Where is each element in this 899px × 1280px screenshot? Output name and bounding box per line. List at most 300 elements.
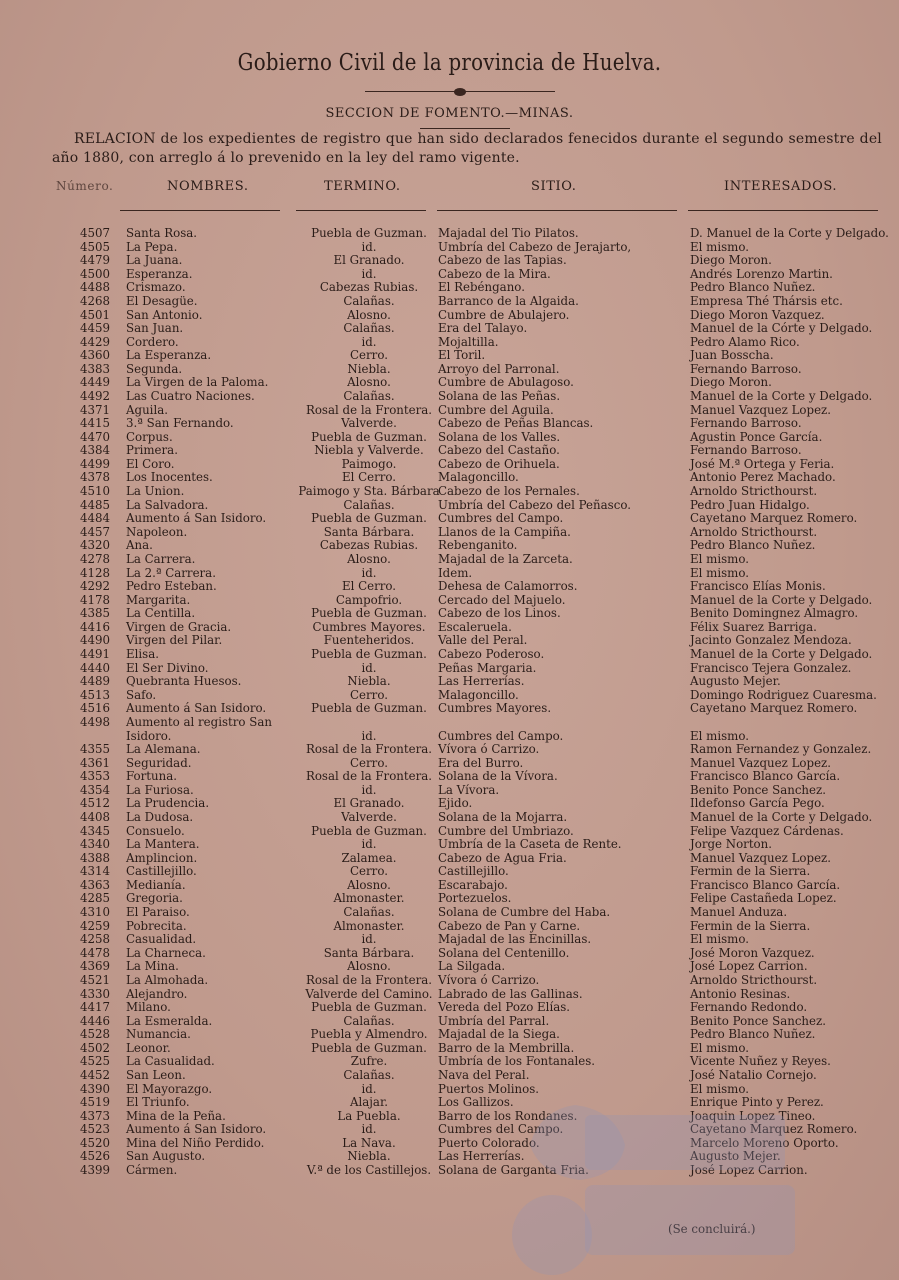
row-nombre: Leonor. [126,1040,171,1055]
row-interesado: Pedro Alamo Rico. [690,334,800,349]
row-termino: Calañas. [343,389,395,403]
table-row [0,1068,899,1082]
row-number: 4440 [79,660,110,675]
row-number: 4353 [79,769,110,784]
row-termino: Niebla. [347,674,391,689]
row-termino: Cerro. [350,755,388,770]
row-sitio: La Vívora. [438,782,500,797]
table-row [0,525,899,539]
row-nombre: El Mayorazgo. [126,1081,213,1096]
table-row [0,932,899,946]
row-sitio: Cabezo de las Tapias. [438,253,567,268]
row-sitio: Los Gallizos. [438,1095,514,1110]
table-row [0,280,899,294]
row-sitio: Castillejillo. [438,864,509,879]
table-row [0,389,899,403]
row-nombre: Primera. [126,443,178,458]
row-interesado: Manuel Vazquez Lopez. [690,755,832,770]
row-termino: id. [361,266,377,281]
table-row [0,1122,899,1136]
row-number: 4478 [79,945,110,960]
row-interesado: Cayetano Marquez Romero. [690,511,858,526]
row-sitio: Escarabajo. [438,877,508,892]
row-termino: El Granado. [333,796,405,811]
row-interesado: Ramon Fernandez y Gonzalez. [690,742,872,756]
row-interesado: Francisco Blanco García. [690,877,841,892]
row-number: 4452 [79,1068,110,1082]
table-row [0,362,899,376]
row-nombre: La Esperanza. [126,348,212,363]
row-nombre: La Furiosa. [126,782,194,797]
row-interesado: Pedro Blanco Nuñez. [690,538,816,553]
row-termino: id. [361,660,377,675]
row-nombre: Mina del Niño Perdido. [126,1135,265,1150]
row-nombre: San Juan. [126,321,184,336]
table-row [0,1027,899,1041]
row-termino: Alajar. [349,1095,389,1110]
row-sitio: Solana del Centenillo. [438,945,570,960]
header-numero: Número. [56,179,114,193]
row-interesado: José Lopez Carrion. [690,1163,808,1177]
row-number: 4488 [79,280,110,295]
row-number: 4354 [79,782,110,797]
row-termino: id. [361,837,377,852]
table-row [0,688,899,702]
row-number: 4513 [79,687,110,702]
row-sitio: Malagoncillo. [438,687,519,702]
row-number: 4417 [79,1000,110,1015]
row-termino: id. [361,1122,377,1137]
row-nombre: Alejandro. [126,986,188,1001]
row-sitio: El Rebéngano. [438,280,525,295]
table-row [0,484,899,498]
row-termino: Rosal de la Frontera. [305,742,433,756]
table-row [0,742,899,756]
row-number: 4378 [79,470,110,485]
table-row [0,538,899,552]
table-row [0,403,899,417]
row-sitio: Umbría del Cabezo de Jerajarto, [438,239,632,254]
row-nombre: La Charneca. [126,945,206,960]
row-termino: Puebla de Guzman. [311,429,427,444]
row-sitio: Ejido. [438,796,473,811]
table-row [0,593,899,607]
row-termino: Cumbres Mayores. [312,619,426,634]
row-termino: Campofrio. [335,592,403,607]
row-number: 4390 [79,1081,110,1096]
row-nombre: Cordero. [126,334,179,349]
row-interesado: El mismo. [690,932,749,947]
row-number: 4416 [79,619,110,634]
table-row [0,321,899,335]
row-interesado: Francisco Tejera Gonzalez. [690,660,852,675]
row-termino: El Cerro. [341,470,397,485]
row-number: 4470 [79,429,110,444]
row-nombre: Aumento á San Isidoro. [126,701,267,716]
row-termino: Puebla de Guzman. [311,606,427,621]
row-interesado: Antonio Resinas. [690,986,791,1001]
table-row [0,226,899,240]
row-interesado: Empresa Thé Thársis etc. [690,293,843,308]
row-interesado: Enrique Pinto y Perez. [690,1095,824,1110]
table-row [0,769,899,783]
row-interesado: Agustin Ponce García. [690,429,823,444]
row-termino: Puebla de Guzman. [311,226,427,240]
row-nombre: El Paraiso. [126,905,190,919]
row-interesado: Pedro Blanco Nuñez. [690,1027,816,1042]
row-number: 4340 [79,837,110,852]
row-termino: Almonaster. [333,891,405,906]
row-number: 4415 [79,416,110,431]
table-row [0,1163,899,1177]
row-number: 4512 [79,796,110,811]
row-termino: El Cerro. [341,579,397,594]
row-number: 4360 [79,348,110,363]
row-interesado: Arnoldo Stricthourst. [690,484,818,498]
row-number: 4355 [79,742,110,756]
row-sitio: Majadal del Tio Pilatos. [438,226,579,240]
row-number: 4492 [79,389,110,403]
table-row [0,470,899,484]
row-sitio: Las Herrerías. [438,674,525,689]
table-row [0,647,899,661]
row-sitio: Cabezo de la Mira. [438,266,551,281]
row-interesado: Manuel de la Corte y Delgado. [690,809,873,824]
row-sitio: Majadal de la Zarceta. [438,551,573,566]
row-sitio: Umbría del Cabezo del Peñasco. [438,497,631,512]
row-sitio: Solana de las Peñas. [438,389,561,403]
row-sitio: Portezuelos. [438,891,512,906]
row-interesado: El mismo. [690,1081,749,1096]
section-underline [420,128,510,129]
row-interesado: Augusto Mejer. [690,1149,781,1164]
row-sitio: Cumbres Mayores. [438,701,552,716]
table-row [0,973,899,987]
table-row [0,240,899,254]
row-sitio: Malagoncillo. [438,470,519,485]
row-termino: Paimogo. [341,456,397,471]
row-termino: id. [361,728,377,743]
row-interesado: Jacinto Gonzalez Mendoza. [690,633,852,648]
header-rule-sitio [437,210,677,211]
row-termino: Alosno. [347,307,391,322]
table-row [0,919,899,933]
row-interesado: Manuel Vazquez Lopez. [690,850,832,865]
header-interesados: INTERESADOS. [724,179,838,194]
row-nombre: Numancia. [126,1027,191,1042]
row-termino: Cerro. [350,348,388,363]
row-termino: La Nava. [342,1135,396,1150]
row-sitio: Valle del Peral. [438,633,528,648]
row-interesado: Fernando Barroso. [690,361,802,376]
row-number: 4320 [79,538,110,553]
row-interesado: Domingo Rodriguez Cuaresma. [690,687,877,702]
row-interesado: José Natalio Cornejo. [690,1068,817,1082]
row-sitio: Cabezo Poderoso. [438,647,545,661]
table-row [0,430,899,444]
row-nombre: La Mina. [126,959,179,974]
row-nombre: Margarita. [126,592,191,607]
table-row [0,1054,899,1068]
row-sitio: Nava del Peral. [438,1068,530,1082]
row-interesado: Andrés Lorenzo Martin. [690,266,833,281]
row-number: 4330 [79,986,110,1001]
page-title: Gobierno Civil de la provincia de Huelva. [237,50,662,76]
row-sitio: Umbría de los Fontanales. [438,1054,596,1069]
row-nombre: Esperanza. [126,266,193,281]
row-sitio: Solana de los Valles. [438,429,561,444]
row-nombre: Santa Rosa. [126,226,198,240]
row-number: 4501 [79,307,110,322]
row-interesado: Joaquin Lopez Tineo. [690,1108,816,1123]
row-termino: Alosno. [347,551,391,566]
row-termino: Calañas. [343,293,395,308]
row-number: 4361 [79,755,110,770]
row-number: 4369 [79,959,110,974]
row-nombre: La Casualidad. [126,1054,215,1069]
row-nombre: Aguila. [126,402,168,417]
row-interesado: El mismo. [690,1040,749,1055]
table-row [0,783,899,797]
row-termino: Alosno. [347,375,391,390]
row-nombre: Las Cuatro Naciones. [126,389,255,403]
row-nombre: Amplincion. [126,850,198,865]
row-interesado: Diego Moron. [690,253,772,268]
row-number: 4178 [79,592,110,607]
row-nombre: La Centilla. [126,606,196,621]
row-sitio: Cabezo de Orihuela. [438,456,560,471]
row-interesado: Felipe Vazquez Cárdenas. [690,823,844,838]
row-number: 4408 [79,809,110,824]
table-row [0,674,899,688]
row-number: 4285 [79,891,110,906]
row-interesado: Benito Ponce Sanchez. [690,782,826,797]
table-row [0,701,899,715]
row-sitio: Cumbre del Aguila. [438,402,554,417]
row-number: 4519 [79,1095,110,1110]
row-interesado: Francisco Blanco García. [690,769,841,784]
row-number: 4446 [79,1013,110,1028]
row-interesado: El mismo. [690,551,749,566]
row-interesado: Manuel de la Corte y Delgado. [690,647,873,661]
row-interesado: Félix Suarez Barriga. [690,619,817,634]
row-nombre: Seguridad. [126,755,192,770]
table-row [0,348,899,362]
table-row [0,1000,899,1014]
row-interesado: Benito Ponce Sanchez. [690,1013,826,1028]
row-nombre: Los Inocentes. [126,470,213,485]
row-sitio: Mojaltilla. [438,334,499,349]
row-sitio: Idem. [438,565,473,580]
table-row [0,620,899,634]
row-nombre: Segunda. [126,361,183,376]
row-termino: id. [361,565,377,580]
row-nombre: Pedro Esteban. [126,579,217,594]
row-number: 4345 [79,823,110,838]
row-number: 4371 [79,402,110,417]
table-row [0,756,899,770]
row-interesado: Cayetano Marquez Romero. [690,1122,858,1137]
row-interesado: Francisco Elías Monis. [690,579,826,594]
row-nombre: Mina de la Peña. [126,1108,226,1123]
row-interesado: Felipe Castañeda Lopez. [690,891,837,906]
row-sitio: Rebenganito. [438,538,518,553]
row-nombre: El Desagüe. [126,293,198,308]
header-nombres: NOMBRES. [167,179,249,194]
row-sitio: Dehesa de Calamorros. [438,579,578,594]
row-sitio: Umbría del Parral. [438,1013,550,1028]
table-row [0,864,899,878]
table-row [0,824,899,838]
row-sitio: Las Herrerías. [438,1149,525,1164]
table-row [0,661,899,675]
table-row [0,308,899,322]
row-number: 4449 [79,375,110,390]
row-nombre: Isidoro. [126,728,172,743]
table-row [0,715,899,729]
row-termino: Santa Bárbara. [323,945,415,960]
row-interesado: José Lopez Carrion. [690,959,808,974]
row-sitio: Barro de los Rondanes. [438,1108,578,1123]
row-interesado: D. Manuel de la Corte y Delgado. [690,226,889,240]
header-rule-nombres [120,210,280,211]
row-nombre: La Prudencia. [126,796,210,811]
row-sitio: Cumbre de Abulajero. [438,307,570,322]
table-row [0,267,899,281]
row-number: 4399 [79,1163,110,1177]
row-nombre: Napoleon. [126,524,188,539]
row-sitio: Solana de Cumbre del Haba. [438,905,611,919]
intro-paragraph: RELACION de los expedientes de registro que han sido declarados fenecidos durante el segundo semestre del año 1880, con arreglo á lo prevenido en la ley del ramo vigente. [52,131,882,166]
row-interesado: Manuel Anduza. [690,905,788,919]
row-nombre: La Esmeralda. [126,1013,213,1028]
row-number: 4520 [79,1135,110,1150]
row-nombre: Elisa. [126,647,159,661]
header-sitio: SITIO. [531,179,577,194]
row-number: 4523 [79,1122,110,1137]
row-interesado: El mismo. [690,728,749,743]
row-nombre: El Triunfo. [126,1095,190,1110]
row-sitio: Vereda del Pozo Elías. [438,1000,571,1015]
row-sitio: Llanos de la Campiña. [438,524,571,539]
row-termino: Niebla y Valverde. [314,443,424,458]
row-termino: Puebla de Guzman. [311,511,427,526]
row-termino: Rosal de la Frontera. [305,402,433,417]
row-number: 4498 [79,714,110,729]
row-termino: Alosno. [347,959,391,974]
row-termino: Niebla. [347,361,391,376]
row-nombre: Gregoria. [126,891,183,906]
row-number: 4457 [79,524,110,539]
row-sitio: Era del Talayo. [438,321,528,336]
row-nombre: Consuelo. [126,823,185,838]
row-sitio: Cercado del Majuelo. [438,592,566,607]
row-termino: Calañas. [343,321,395,336]
row-sitio: Umbría de la Caseta de Rente. [438,837,622,852]
table-row [0,1014,899,1028]
row-interesado: Fernando Barroso. [690,416,802,431]
row-number: 4479 [79,253,110,268]
table-row [0,987,899,1001]
row-nombre: El Ser Divino. [126,660,209,675]
row-number: 4259 [79,918,110,933]
row-sitio: Solana de la Mojarra. [438,809,568,824]
row-nombre: Castillejillo. [126,864,197,879]
row-termino: Valverde. [341,416,397,431]
row-nombre: Aumento á San Isidoro. [126,1122,267,1137]
row-number: 4383 [79,361,110,376]
row-number: 4278 [79,551,110,566]
row-nombre: La Virgen de la Paloma. [126,375,269,390]
row-nombre: La Salvadora. [126,497,209,512]
row-termino: id. [361,239,377,254]
table-row [0,443,899,457]
row-termino: Santa Bárbara. [323,524,415,539]
row-nombre: Safo. [126,687,157,702]
row-termino: Puebla de Guzman. [311,1000,427,1015]
row-number: 4384 [79,443,110,458]
row-nombre: La Dudosa. [126,809,194,824]
row-interesado: Fernando Redondo. [690,1000,808,1015]
row-nombre: San Augusto. [126,1149,206,1164]
row-termino: Zalamea. [341,850,397,865]
row-sitio: Arroyo del Parronal. [438,361,560,376]
row-number: 4258 [79,932,110,947]
row-termino: id. [361,1081,377,1096]
row-nombre: La Carrera. [126,551,196,566]
row-nombre: San Leon. [126,1068,186,1082]
row-interesado: Jorge Norton. [690,837,773,852]
row-interesado: Marcelo Moreno Oporto. [690,1135,839,1150]
table-row [0,878,899,892]
row-nombre: La 2.ª Carrera. [126,565,216,580]
row-termino: La Puebla. [337,1108,401,1123]
row-number: 4516 [79,701,110,716]
row-sitio: Barro de la Membrilla. [438,1040,575,1055]
row-termino: Cerro. [350,687,388,702]
row-interesado: Arnoldo Stricthourst. [690,972,818,987]
row-interesado: Diego Moron. [690,375,772,390]
row-interesado: Manuel de la Córte y Delgado. [690,321,873,336]
row-interesado: Pedro Juan Hidalgo. [690,497,810,512]
row-nombre: Pobrecita. [126,918,187,933]
table-row [0,511,899,525]
row-interesado: Fermin de la Sierra. [690,864,811,879]
table-row [0,729,899,743]
table-row [0,606,899,620]
row-number: 4526 [79,1149,110,1164]
row-interesado: José M.ª Ortega y Feria. [690,456,835,471]
row-number: 4507 [79,226,110,240]
row-sitio: Cumbre de Abulagoso. [438,375,574,390]
row-nombre: 3.ª San Fernando. [126,416,234,431]
header-rule-termino [296,210,426,211]
row-interesado: Fernando Barroso. [690,443,802,458]
row-interesado: Ildefonso García Pego. [690,796,825,811]
row-sitio: Cabezo de Peñas Blancas. [438,416,594,431]
row-number: 4485 [79,497,110,512]
row-interesado: Augusto Mejer. [690,674,781,689]
row-number: 4388 [79,850,110,865]
row-interesado: El mismo. [690,239,749,254]
row-interesado: Juan Bosscha. [690,348,774,363]
row-termino: Calañas. [343,1013,395,1028]
row-number: 4385 [79,606,110,621]
row-interesado: Arnoldo Stricthourst. [690,524,818,539]
row-interesado: José Moron Vazquez. [690,945,815,960]
row-number: 4491 [79,647,110,661]
row-sitio: El Toril. [438,348,486,363]
